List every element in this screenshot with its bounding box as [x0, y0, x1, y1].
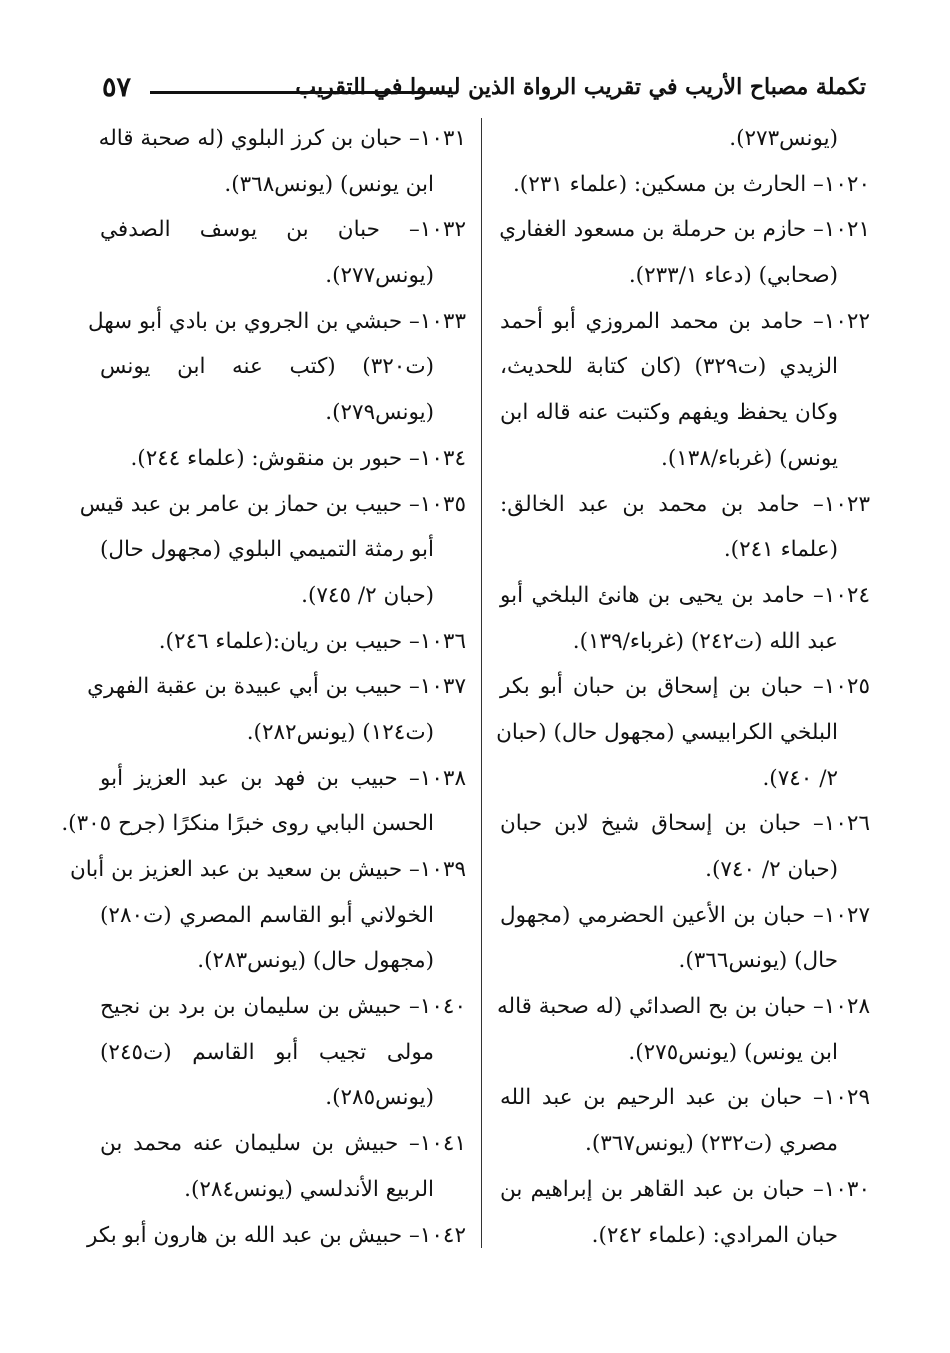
entry-continuation-line: (يونس٢٧٩). [325, 400, 434, 426]
entry-continuation-line: (صحابي) (دعاء ٢٣٣/١). [628, 263, 838, 289]
entry-continuation-line: (يونس٢٧٧). [325, 263, 434, 289]
left-column [61, 116, 466, 1258]
entry-line: ١٠٢١– حازم بن حرملة بن مسعود الغفاري [499, 217, 870, 243]
right-column [496, 116, 870, 1258]
entry-continuation-line: ٢/ ٧٤٠). [762, 765, 838, 791]
running-title: تكملة مصباح الأريب في تقريب الرواة الذين ليسوا في التقريب [295, 74, 866, 100]
entry-line: ١٠٣٩– حبيش بن سعيد بن عبد العزيز بن أبان [69, 857, 466, 882]
entry-continuation-line: عبد الله (ت٢٤٢) (غرباء/١٣٩). [572, 628, 838, 654]
entry-continuation-line: (ت٣٢٠) (كتب عنه ابن يونس [100, 354, 434, 380]
entry-line: ١٠٢٧– حبان بن الأعين الحضرمي (مجهول [500, 902, 870, 928]
entry-continuation-line: (حبان ٢/ ٧٤٠). [705, 857, 838, 882]
entry-continuation-line: حال) (يونس٣٦٦). [678, 948, 838, 974]
page-number: ٥٧ [102, 72, 132, 103]
column-divider [481, 118, 482, 1248]
entry-continuation-line: الربيع الأندلسي (يونس٢٨٤). [184, 1176, 434, 1202]
entry-line: ١٠٣٤– حبور بن منقوش: (علماء ٢٤٤). [130, 445, 466, 471]
entry-line: ١٠٣٣– حبشي بن الجروي بن بادي أبو سهل [87, 308, 466, 334]
entry-line: ١٠٢٠– الحارث بن مسكين: (علماء ٢٣١). [512, 171, 870, 197]
entry-continuation-line: (ت١٢٤) (يونس٢٨٢). [246, 719, 434, 745]
entry-continuation-line: (يونس٢٨٥). [325, 1085, 434, 1111]
entry-continuation-line: الخولاني أبو القاسم المصري (ت٢٨٠) [100, 902, 434, 928]
entry-line: ١٠٢٤– حامد بن يحيى بن هانئ البلخي أبو [500, 582, 870, 608]
entry-continuation-line: الحسن البابي روى خبرًا منكرًا (جرح ٣٠٥). [61, 811, 434, 837]
entry-continuation-line: (مجهول حال) (يونس٢٨٣). [197, 948, 434, 974]
entry-line: ١٠٢٦– حبان بن إسحاق شيخ لابن حبان [500, 811, 870, 837]
entry-continuation-line: (حبان ٢/ ٧٤٥). [301, 582, 434, 608]
entry-line: ١٠٤١– حبيش بن سليمان عنه محمد بن [100, 1131, 466, 1157]
entry-line: ١٠٣٥– حبيب بن حماز بن عامر بن عبد قيس [79, 491, 466, 517]
entry-continuation-line: مصري (ت٢٣٢) (يونس٣٦٧). [585, 1131, 838, 1157]
entry-continuation-line: وكان يحفظ ويفهم وكتبت عنه قاله ابن [500, 400, 838, 426]
entry-line: ١٠٢٨– حبان بن بح الصدائي (له صحبة قاله [497, 994, 870, 1020]
entry-continuation-line: حبان المرادي: (علماء ٢٤٢). [591, 1222, 838, 1248]
entry-line: ١٠٣١– حبان بن كرز البلوي (له صحبة قاله [98, 126, 466, 151]
entry-continuation-line: مولى تجيب أبو القاسم (ت٢٤٥) [100, 1039, 434, 1065]
entry-continuation-line: ابن يونس) (يونس٢٧٥). [628, 1039, 838, 1065]
entry-line: ١٠٣٦– حبيب بن ريان:(علماء ٢٤٦). [158, 628, 466, 654]
entry-line: ١٠٣٢– حبان بن يوسف الصدفي [100, 217, 466, 243]
entry-line: ١٠٤٠– حبيش بن سليمان بن برد بن نجيح [100, 994, 466, 1020]
entry-continuation-line: ابن يونس) (يونس٣٦٨). [224, 171, 434, 197]
entry-line: ١٠٢٢– حامد بن محمد المروزي أبو أحمد [500, 308, 870, 334]
entry-line: ١٠٣٠– حبان بن عبد القاهر بن إبراهيم بن [500, 1176, 870, 1202]
entry-continuation-line: يونس) (غرباء/١٣٨). [661, 445, 838, 471]
entry-line: ١٠٢٩– حبان بن عبد الرحيم بن عبد الله [500, 1085, 870, 1111]
entry-line: ١٠٣٧– حبيب بن أبي عبيدة بن عقبة الفهري [87, 674, 466, 700]
entry-line: ١٠٣٨– حبيب بن فهد بن عبد العزيز أبو [100, 765, 466, 791]
entry-continuation-line: (علماء ٢٤١). [723, 537, 838, 563]
entry-line: ١٠٢٥– حبان بن إسحاق بن حبان أبو بكر [500, 674, 870, 700]
page-header [96, 66, 866, 112]
entry-continuation-line: (يونس٢٧٣). [729, 126, 838, 151]
entry-line: ١٠٤٢– حبيش بن عبد الله بن هارون أبو بكر [86, 1222, 466, 1248]
entry-continuation-line: أبو رمثة التميمي البلوي (مجهول حال) [100, 537, 434, 563]
entry-continuation-line: البلخي الكرابيسي (مجهول حال) (حبان [496, 719, 838, 745]
entry-line: ١٠٢٣– حامد بن محمد بن عبد الخالق: [500, 491, 870, 517]
entry-continuation-line: الزيدي (ت٣٢٩) (كان كتابة للحديث، [500, 354, 838, 380]
